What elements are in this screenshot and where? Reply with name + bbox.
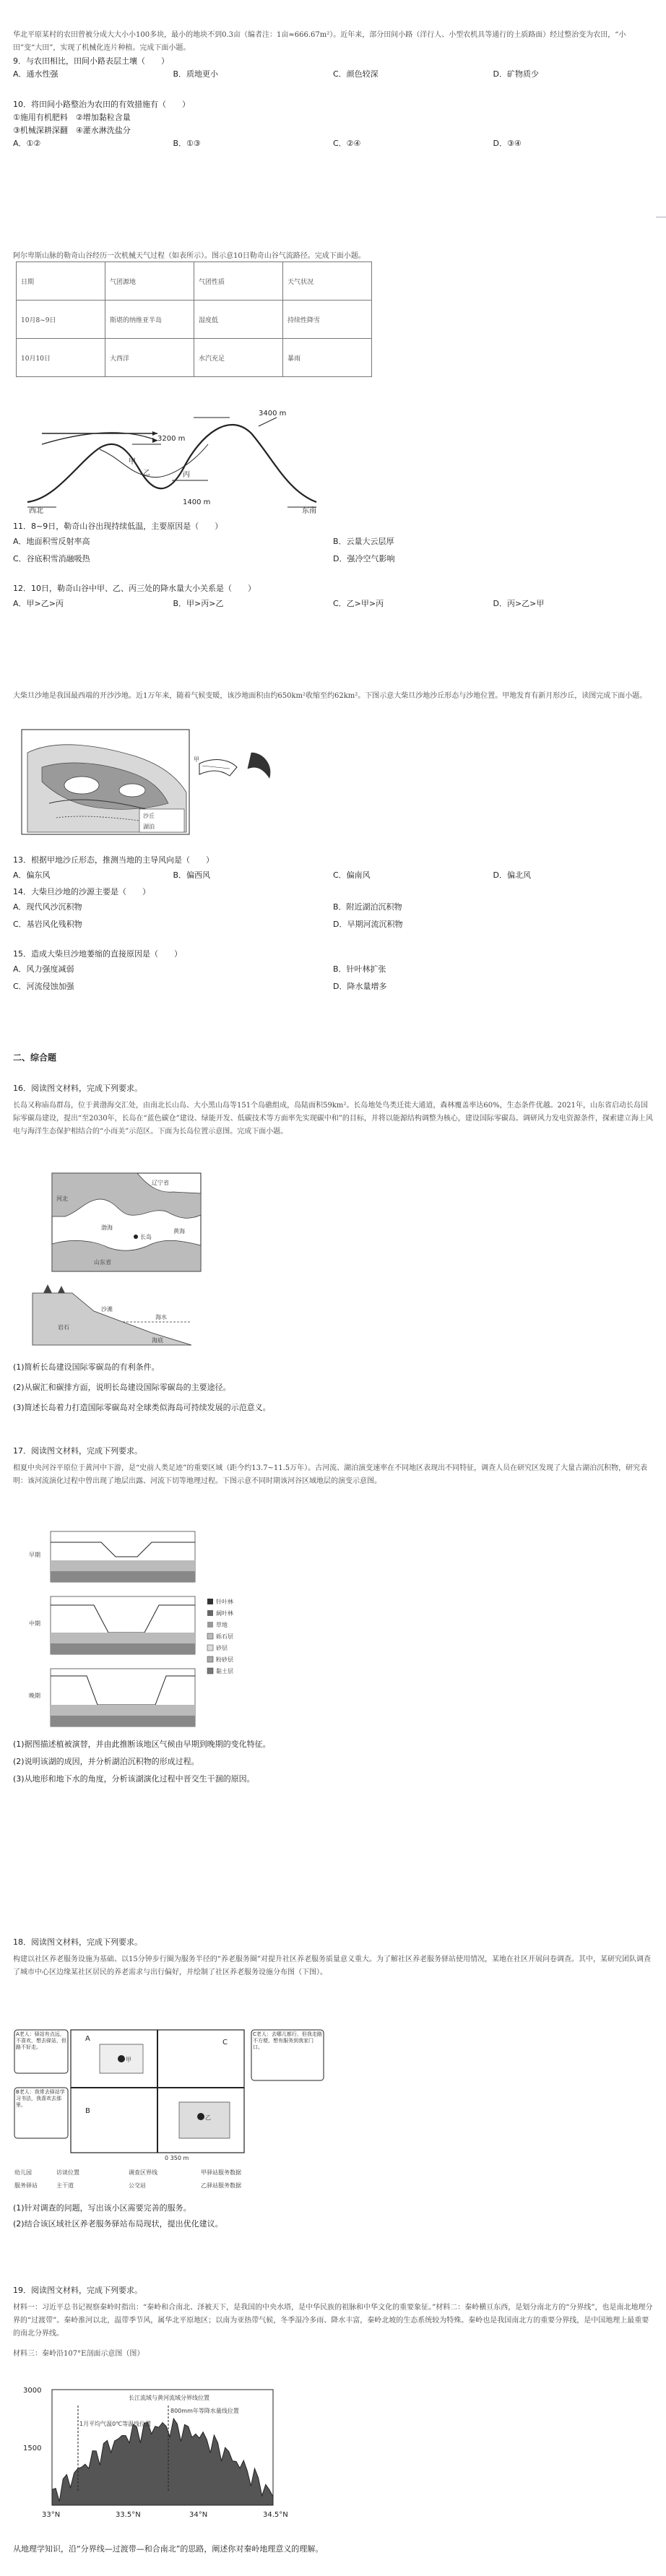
q18-heading: 18．阅读图文材料，完成下列要求。: [13, 1937, 142, 1947]
q9-opt-a[interactable]: A．通水性强: [13, 69, 59, 79]
q16-items: [13, 1361, 653, 1414]
valley-stages-figure: [29, 1524, 202, 1734]
th-nature: 气团性质: [194, 262, 283, 301]
legend-sand-dune: 沙丘: [143, 813, 155, 819]
place-bohai: 渤海: [101, 1224, 113, 1231]
legend-boundary: 调查区界线: [129, 2169, 157, 2176]
q13-intro-block: [13, 683, 653, 710]
q14-options: [13, 899, 653, 933]
dir-northwest: 西北: [29, 507, 43, 515]
profile-rock: 岩石: [58, 1324, 69, 1331]
legend-conifer: 针叶林: [216, 1599, 233, 1605]
legend-yi-range: 乙驿站服务数据: [201, 2182, 241, 2189]
x-tick-label: 34.5°N: [263, 2511, 288, 2519]
q10-item-1: ①施用有机肥料 ②增加黏粒含量: [13, 113, 131, 122]
stage-middle: [29, 1596, 195, 1654]
annotation-800mm-isohyet: 800mm年等降水量线位置: [170, 2408, 239, 2414]
q17-text: 相夏中央河谷平原位于黄河中下游，是“史前人类足迹”的重要区域（距今约13.7~11.5万年）。古河流、湖泊演变速率在不同地区表现出不同特征，调查人员在研究区发现了大量古湖泊沉积物，研究表明：该河流演化过程中曾出现了地层出露、河流下切等地理过程。下图示意不同时期该河谷区域地层的演变示意图。: [13, 1464, 648, 1485]
q17-block: [13, 1445, 653, 1495]
x-tick-label: 33°N: [42, 2511, 61, 2519]
profile-sea: 海水: [155, 1314, 167, 1321]
legend-lake: 湖泊: [143, 824, 155, 830]
q11-intro: 阿尔卑斯山脉的勒奇山谷经历一次机械天气过程（如表所示）。图示意10日勒奇山谷气流路径。完成下面小题。: [13, 252, 366, 260]
point-jia: 甲: [129, 458, 136, 466]
q15-opt-d[interactable]: D．降水量增多: [333, 982, 387, 991]
legend-interview: 访谈位置: [56, 2169, 79, 2176]
cell: 持续性降雪: [283, 301, 372, 339]
q11-opt-b[interactable]: B．云量大云层厚: [333, 537, 394, 546]
q13-block: [13, 854, 653, 884]
q11-stem: 11．8~9日，勒奇山谷出现持续低温，主要原因是（ ）: [13, 522, 223, 531]
q13-opt-a[interactable]: A．偏东风: [13, 870, 51, 880]
y-tick-label: 1500: [23, 2445, 42, 2452]
q15-opt-a[interactable]: A．风力强度减弱: [13, 964, 74, 974]
q9-intro: 华北平原某村的农田曾被分成大大小小100多块，最小的地块不到0.3亩（编者注：1亩≈666.67m²）。近年来，部分田间小路（洋行人、小型农机具等通行的土质路面）经过整治变为农田，“小田”变“大田”，实现了机械化连片种植。完成下面小题。: [13, 31, 626, 52]
q16-item-2: (2)从碳汇和碳排方面，说明长岛建设国际零碳岛的主要途径。: [13, 1383, 231, 1392]
stage-early: [29, 1531, 195, 1582]
legend-sand: 砂层: [216, 1645, 228, 1651]
q11-options: [13, 533, 653, 568]
q17-item-1: (1)据图描述植被演替，并由此推断该地区气候由早期到晚期的变化特征。: [13, 1739, 271, 1749]
station-yi: 乙: [205, 2114, 211, 2121]
dune-label: 甲: [194, 756, 199, 763]
q17-heading: 17．阅读图文材料，完成下列要求。: [13, 1446, 142, 1456]
alt-1400: 1400 m: [183, 498, 211, 506]
stage-late: [29, 1669, 195, 1726]
q14-opt-c[interactable]: C．基岩风化残积物: [13, 920, 82, 929]
coast-profile-figure: [29, 1279, 195, 1351]
profile-beach: 沙滩: [101, 1306, 113, 1313]
q14-opt-b[interactable]: B．附近湖泊沉积物: [333, 902, 402, 912]
q15-opt-c[interactable]: C．河流侵蚀加强: [13, 982, 74, 991]
q15-stem: 15．造成大柴旦沙地萎缩的直接原因是（ ）: [13, 949, 182, 959]
q19-heading: 19．阅读图文材料，完成下列要求。: [13, 2286, 142, 2295]
legend-silt: 粉砂层: [216, 1656, 233, 1663]
q18-text: 构建以社区养老服务设施为基础、以15分钟步行圈为服务半径的“养老服务圈”对提升社区养老服务质量意义重大。为了解社区养老服务驿站使用情况，某地在社区开展问卷调查。其中，某研究团队调查了城市中心区边缘某社区居民的养老需求与出行偏好，并绘制了社区养老服务设施分布图（下图）。: [13, 1955, 651, 1976]
q19-text: 材料一：习近平总书记视察秦岭时指出：“秦岭和合南北、泽被天下，是我国的中央水塔，是中华民族的祖脉和中华文化的重要象征。”材料二：秦岭横亘东西，是划分南北方的“分界线”，也是南北地理分界的“过渡带”。秦岭淮河以北，温带季节风，属华北平原地区；以南为亚热带气候，冬季湿冷多雨、降水丰富，秦岭北坡的生态系统较为特殊。秦岭也是我国南北方的重要分界线，是中国地理上最重要的南北分界线。: [13, 2304, 653, 2338]
period-middle: 中期: [29, 1620, 40, 1627]
q18-item-1: (1)针对调查的问题，写出该小区需要完善的服务。: [13, 2203, 191, 2213]
station-jia: 甲: [126, 2057, 131, 2063]
q10-stem: 10．将田间小路整治为农田的有效措施有（ ）: [13, 100, 190, 109]
bubble-a: A老人：驿站有点远，不喜欢，想去驿站，但路不好走。: [16, 2031, 66, 2050]
q13-options: [13, 867, 653, 884]
legend-jia-range: 甲驿站服务数据: [201, 2169, 241, 2176]
q10-opt-a[interactable]: A．①②: [13, 139, 41, 148]
cell: 斯堪的纳维亚半岛: [105, 301, 194, 339]
x-tick-label: 34°N: [189, 2511, 208, 2519]
point-yi: 乙: [143, 470, 150, 477]
qinling-profile-chart: [20, 2384, 288, 2528]
q16-block: [13, 1082, 653, 1146]
q12-opt-d[interactable]: D．丙>乙>甲: [493, 599, 545, 608]
q11-opt-c[interactable]: C．谷底积雪消融吸热: [13, 554, 90, 563]
chart-title: 长江流域与黄河流域分界线位置: [129, 2395, 209, 2401]
q13-opt-c[interactable]: C．偏南风: [333, 870, 371, 880]
q19-task: 从地理学知识，沿“分界线—过渡带—和合南北”的思路，阐述你对秦岭地理意义的理解。: [13, 2544, 324, 2554]
q15-block: [13, 948, 653, 995]
cell: 水汽充足: [194, 339, 283, 377]
q12-opt-a[interactable]: A．甲>乙>丙: [13, 599, 64, 608]
q17-item-2: (2)说明该湖的成因，并分析湖泊沉积物的形成过程。: [13, 1757, 199, 1766]
q9-options: [13, 68, 653, 81]
place-b: B: [85, 2107, 90, 2115]
q16-item-3: (3)简述长岛着力打造国际零碳岛对全球类似海岛可持续发展的示范意义。: [13, 1403, 271, 1412]
q18-block: [13, 1936, 653, 1987]
q9-opt-b[interactable]: B．质地更小: [173, 69, 219, 79]
period-early: 早期: [29, 1552, 40, 1558]
dir-southeast: 东南: [302, 507, 316, 515]
sandland-map-figure: [13, 724, 302, 839]
cell: 10月10日: [17, 339, 105, 377]
profile-seabed: 海底: [152, 1337, 163, 1344]
legend-kindergarten: 幼儿园: [14, 2169, 32, 2176]
q9-opt-d[interactable]: D．矿物质少: [493, 69, 539, 79]
valley-airflow-figure: [13, 405, 331, 513]
q10-opt-d[interactable]: D．③④: [493, 139, 522, 148]
q16-item-1: (1)简析长岛建设国际零碳岛的有利条件。: [13, 1362, 160, 1372]
place-shandong: 山东省: [94, 1259, 111, 1266]
q9-stem: 9．与农田相比，田间小路表层土壤（ ）: [13, 56, 169, 66]
q13-opt-d[interactable]: D．偏北风: [493, 870, 531, 880]
annotation-0c-isotherm: 1月平均气温0℃等温线位置: [79, 2421, 152, 2427]
q13-intro: 大柴旦沙地是我国最西端的开沙沙地。近1万年来，随着气候变暖，该沙地面积由约650km²收缩至约62km²。下图示意大柴旦沙地沙丘形态与沙地位置。甲地发育有新月形沙丘，读图完成下面小题。: [13, 692, 647, 700]
q11-opt-d[interactable]: D．强冷空气影响: [333, 554, 395, 563]
q17-items: [13, 1738, 653, 1786]
legend-road: 主干道: [56, 2182, 74, 2189]
th-source: 气团源地: [105, 262, 194, 301]
alt-3200: 3200 m: [157, 435, 186, 443]
q10-block: [13, 98, 653, 150]
q15-options: [13, 961, 653, 995]
place-hebei: 河北: [56, 1196, 68, 1202]
community-map-figure: [13, 2015, 345, 2196]
q10-item-2: ③机械深耕深翻 ④灌水淋洗盐分: [13, 126, 131, 135]
q19-caption: 材料三：秦岭沿107°E剖面示意图（图）: [13, 2350, 144, 2358]
q12-stem: 12．10日，勒奇山谷中甲、乙、丙三处的降水量大小关系是（ ）: [13, 584, 256, 593]
q15-opt-b[interactable]: B．针叶林扩张: [333, 964, 386, 974]
cell: 湿度低: [194, 301, 283, 339]
cell: 10月8~9日: [17, 301, 105, 339]
legend-station: 服务驿站: [14, 2182, 38, 2189]
place-a: A: [85, 2035, 90, 2043]
legend-clay: 黏土层: [216, 1668, 233, 1674]
scale-bar: 0 350 m: [165, 2155, 189, 2161]
q11-opt-a[interactable]: A．地面积雪反射率高: [13, 537, 90, 546]
legend-bus: 公交站: [129, 2182, 146, 2189]
weather-table: [16, 262, 372, 377]
changdao-map-figure: [51, 1172, 202, 1273]
q16-heading: 16．阅读图文材料，完成下列要求。: [13, 1084, 142, 1093]
q10-opt-c[interactable]: C．②④: [333, 139, 361, 148]
th-date: 日期: [17, 262, 105, 301]
cell: 暴雨: [283, 339, 372, 377]
legend-gravel: 砾石层: [216, 1633, 233, 1640]
place-c: C: [222, 2039, 228, 2046]
q12-block: [13, 582, 653, 613]
bubble-b: B老人：我常去驿站学习书法，我喜欢去那里。: [16, 2089, 65, 2108]
q17-item-3: (3)从地形和地下水的角度，分析该湖演化过程中晋交生干涸的原因。: [13, 1774, 255, 1784]
q14-opt-a[interactable]: A．现代风沙沉积物: [13, 902, 82, 912]
place-liaoning: 辽宁省: [152, 1180, 169, 1186]
th-weather: 天气状况: [283, 262, 372, 301]
q19-task-block: [13, 2543, 653, 2556]
x-tick-label: 33.5°N: [116, 2511, 141, 2519]
q16-text: 长岛又称庙岛群岛，位于黄渤海交汇处，由南北长山岛、大小黑山岛等151个岛礁组成，岛陆面积59km²。长岛地处鸟类迁徙大通道，森林覆盖率达60%，生态条件优越。2021年，山东省启动长岛国际零碳岛建设，提出“至2030年，长岛在“蓝色碳仓”建设、绿能开发、低碳技术等方面率先实现碳中和”的目标，并将以能源结构调整为核心，建设国际零碳岛。调研风力发电资源条件，探索建立海上风电与海洋生态保护相结合的“小而美”示范区。下面为长岛位置示意图。完成下面小题。: [13, 1102, 653, 1136]
y-tick-label: 3000: [23, 2387, 42, 2395]
q9-block: [13, 55, 653, 81]
cell: 大西洋: [105, 339, 194, 377]
legend-grass: 草地: [216, 1622, 228, 1628]
period-late: 晚期: [29, 1693, 40, 1699]
q9-opt-c[interactable]: C．颜色较深: [333, 69, 379, 79]
q12-opt-b[interactable]: B．甲>丙>乙: [173, 599, 224, 608]
q10-opt-b[interactable]: B．①③: [173, 139, 201, 148]
q18-items: [13, 2202, 653, 2231]
q13-opt-b[interactable]: B．偏西风: [173, 870, 211, 880]
alt-3400: 3400 m: [259, 410, 287, 418]
place-huanghai: 黄海: [173, 1228, 185, 1235]
section-2-heading: 二、综合题: [13, 1053, 57, 1063]
q12-opt-c[interactable]: C．乙>甲>丙: [333, 599, 384, 608]
q18-item-2: (2)结合该区域社区养老服务驿站布局现状，提出优化建议。: [13, 2219, 223, 2229]
point-bing: 丙: [183, 471, 190, 479]
place-changdao: 长岛: [140, 1234, 152, 1240]
q10-options: [13, 137, 653, 150]
valley-legend: [206, 1596, 271, 1683]
section-2: [13, 1051, 653, 1064]
bubble-c: C老人：去哪儿都行，但我走路不方便，想有服务到我家门口。: [253, 2031, 322, 2050]
q14-block: [13, 886, 653, 933]
q19-block: [13, 2284, 653, 2368]
q11-block: [13, 520, 653, 568]
q12-options: [13, 595, 653, 613]
legend-broadleaf: 阔叶林: [216, 1610, 233, 1617]
q14-stem: 14．大柴旦沙地的沙源主要是（ ）: [13, 887, 150, 896]
q13-stem: 13．根据甲地沙丘形态，推测当地的主导风向是（ ）: [13, 855, 214, 865]
q14-opt-d[interactable]: D．早期河流沉积物: [333, 920, 403, 929]
